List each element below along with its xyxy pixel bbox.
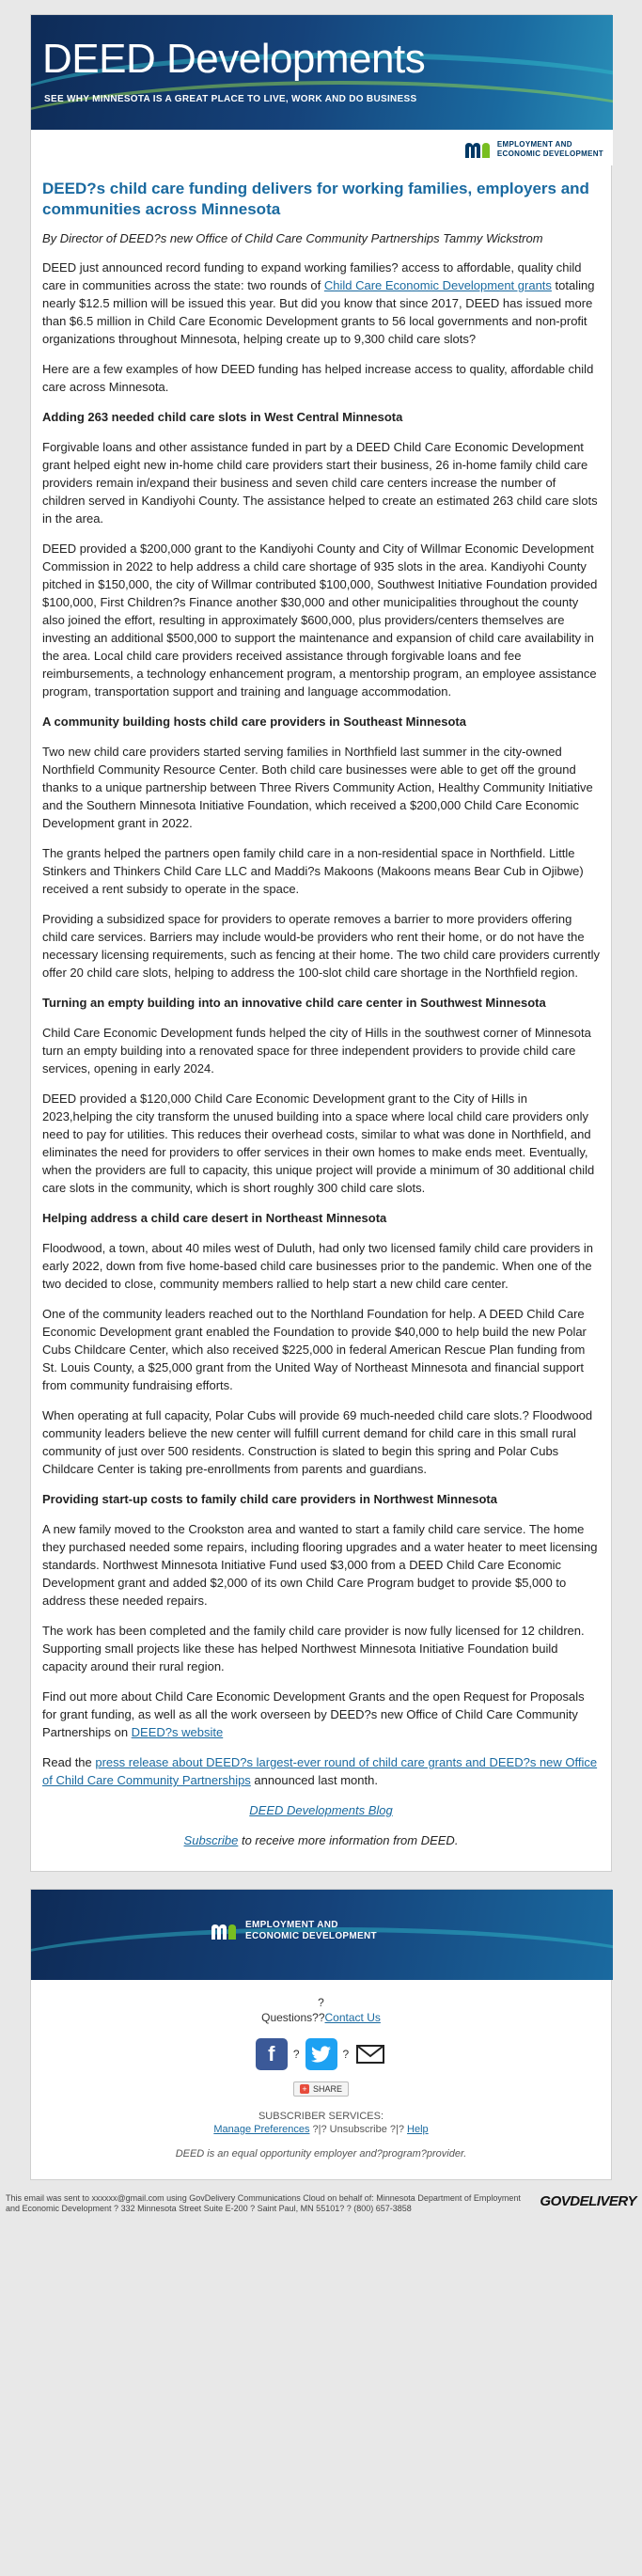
section-paragraph: DEED provided a $120,000 Child Care Economic Development grant to the City of Hills in 2023,helping the city transform the unused building into a space where local child care providers only need to pay for utilities. This reduces their overhead costs, similar to what was done in Northfield, and eliminates the need for providers to offer services in their own homes to make ends meet. Eventually, when the providers are full to capacity, this unique project will provide a minimum of 30 additional child care slots in the community, which is short roughly 300 child care slots. (42, 1092, 595, 1195)
facebook-icon[interactable]: f (256, 2038, 288, 2070)
newsletter-tagline: SEE WHY MINNESOTA IS A GREAT PLACE TO LIVE, WORK AND DO BUSINESS (44, 94, 417, 104)
blog-link-paragraph (42, 1801, 600, 1819)
logo-strip (31, 130, 613, 165)
press-release-paragraph (42, 1753, 600, 1789)
govdelivery-logo: GOVDELIVERY (540, 2193, 636, 2209)
equal-opportunity-statement: DEED is an equal opportunity employer and?program?provider. (175, 2148, 467, 2160)
questions-text: Questions?? (261, 2011, 325, 2024)
legal-bar (0, 2180, 642, 2220)
press-text: announced last month. (250, 1773, 378, 1787)
social-separator: ? (342, 2048, 350, 2061)
subscriber-links (31, 2123, 611, 2136)
logo-text-line: ECONOMIC DEVELOPMENT (245, 1931, 377, 1941)
press-release-link[interactable]: press release about DEED?s largest-ever round of child care grants and DEED?s new Office of Child Care Community Partnerships (42, 1755, 598, 1787)
help-link[interactable]: Help (407, 2124, 429, 2135)
subscribe-link[interactable]: Subscribe (183, 1833, 239, 1847)
section-paragraph: A new family moved to the Crookston area and wanted to start a family child care service. The home they purchased needed some repairs, including flooring upgrades and a water heater to meet licensing standards. Northwest Minnesota Initiative Fund used $3,000 from a DEED Child Care Economic Development grant and added $2,000 of its own Child Care Program budget to provide $5,000 to address these needed repairs. (42, 1522, 598, 1608)
logo-text-line: EMPLOYMENT AND (245, 1920, 338, 1930)
footer-question-mark: ? (318, 1996, 324, 2009)
share-row (31, 2080, 611, 2097)
press-text: Read the (42, 1755, 96, 1769)
contact-us-link[interactable]: Contact Us (324, 2011, 381, 2024)
section-paragraph: DEED provided a $200,000 grant to the Kandiyohi County and City of Willmar Economic Development Commission in 2022 to help address a child care shortage of 935 slots in the area. Kandiyohi County pitched in $150,000, the city of Willmar contributed $100,000, Southwest Initiative Foundation provided $100,000, First Children?s Finance another $30,000 and other municipalities throughout the county also joined the effort, resulting in approximately $600,000, plus providers/centers themselves are investing an additional $500,000 to support the maintenance and expansion of child care availability in the area. Local child care providers received assistance through forgivable loans and fee reimbursements, a technology enhancement program, a mentorship program, an employee assistance program, transportation support and training and language accommodation. (42, 542, 598, 699)
section-paragraph: Floodwood, a town, about 40 miles west of Duluth, had only two licensed family child care providers in early 2022, down from five home-based child care businesses prior to the pandemic. When one of the two decided to close, community members rallied to help start a new child care center. (42, 1241, 594, 1291)
questions-line (31, 2010, 611, 2025)
intro-paragraph (42, 259, 600, 348)
deed-website-link[interactable]: DEED?s website (131, 1725, 224, 1739)
share-label: SHARE (312, 2084, 342, 2094)
minnesota-logo-icon (210, 1921, 238, 1941)
subscribe-paragraph (42, 1831, 600, 1849)
article-byline: By Director of DEED?s new Office of Child Care Community Partnerships Tammy Wickstrom (42, 231, 543, 245)
section-paragraph: Providing a subsidized space for providers to operate removes a barrier to more providers offering child care services. Barriers may include would-be providers who rent their home, or do not have the necessary licensing requirements, such as fencing at their home. The two child care providers currently offer 20 child care slots, helping to address the 100-slot child care shortage in the Northfield region. (42, 912, 600, 980)
section-paragraph: Child Care Economic Development funds helped the city of Hills in the southwest corner of Minnesota turn an empty building into a renovated space for three independent providers to provide child care services, opening in early 2024. (42, 1026, 591, 1076)
social-links (31, 2038, 611, 2070)
twitter-icon[interactable] (305, 2038, 337, 2070)
find-out-paragraph (42, 1688, 600, 1741)
subscribe-text: to receive more information from DEED. (238, 1833, 459, 1847)
unsubscribe-text: ?|? Unsubscribe ?|? (309, 2124, 408, 2135)
logo-text-line: ECONOMIC DEVELOPMENT (496, 149, 603, 158)
social-separator: ? (292, 2048, 300, 2061)
examples-intro: Here are a few examples of how DEED funding has helped increase access to quality, affordable child care across Minnesota. (42, 362, 594, 394)
section-heading: Helping address a child care desert in Northeast Minnesota (42, 1211, 387, 1225)
logo-text (497, 140, 603, 159)
footer (30, 1889, 612, 2180)
section-heading: Adding 263 needed child care slots in West Central Minnesota (42, 410, 403, 424)
intro-text: totaling nearly $12.5 million will be issued this year. But did you know that since 2017, DEED has issued more than $6.5 million in Child Care Economic Development grants to 56 local governments and non-profit organizations throughout Minnesota, helping create up to 9,300 child care slots? (42, 278, 595, 346)
find-out-text: Find out more about Child Care Economic Development Grants and the open Request for Proposals for grant funding, as well as all the work overseen by DEED?s new Office of Child Care Community Partnerships on (42, 1689, 585, 1739)
section-paragraph: The work has been completed and the family child care provider is now fully licensed for 12 children. Supporting small projects like these has helped Northwest Minnesota Initiative Foundation build capacity around their rural region. (42, 1624, 585, 1673)
subscriber-services-label: SUBSCRIBER SERVICES: (258, 2111, 384, 2122)
section-paragraph: One of the community leaders reached out to the Northland Foundation for help. A DEED Child Care Economic Development grant enabled the Foundation to provide $40,000 to help build the new Polar Cubs Childcare Center, which also received $225,000 in federal American Rescue Plan funding from St. Louis County, a $25,000 grant from the United Way of Northeast Minnesota and financial support from community fundraising efforts. (42, 1307, 587, 1392)
article-body (31, 165, 611, 1871)
minnesota-logo-icon (463, 139, 492, 160)
legal-text: This email was sent to xxxxxx@gmail.com using GovDelivery Communications Cloud on behalf of: Minnesota Department of Employment and Economic Development ? 332 Minnesota Street Suite E-200 ? Saint Paul, MN 55101? ? (800) 657-3858 (6, 2193, 521, 2213)
section-paragraph: The grants helped the partners open family child care in a non-residential space in Northfield. Little Stinkers and Thinkers Child Care LLC and Maddi?s Makoons (Makoons means Bear Cub in Ojibwe) received a rent subsidy to operate in the space. (42, 846, 584, 896)
section-paragraph: When operating at full capacity, Polar Cubs will provide 69 much-needed child care slots.? Floodwood community leaders believe the new center will fulfill current demand for child care in this small rural community of just over 500 residents. Construction is slated to begin this spring and Polar Cubs Childcare Center is taking pre-enrollments from parents and guardians. (42, 1408, 593, 1476)
child-care-grants-link[interactable]: Child Care Economic Development grants (323, 278, 552, 292)
section-heading: A community building hosts child care providers in Southeast Minnesota (42, 715, 466, 729)
logo-text-line: EMPLOYMENT AND (496, 140, 572, 149)
intro-text: DEED just announced record funding to expand working families? access to affordable, quality child care in communities across the state: two rounds of (42, 260, 582, 292)
deed-logo (463, 139, 603, 160)
share-button[interactable] (293, 2081, 349, 2097)
header-banner (31, 15, 613, 165)
email-icon[interactable] (354, 2038, 386, 2070)
newsletter-card (30, 14, 612, 1872)
plus-icon: + (300, 2084, 309, 2094)
article-title: DEED?s child care funding delivers for working families, employers and communities across Minnesota (42, 180, 589, 218)
manage-preferences-link[interactable]: Manage Preferences (213, 2124, 310, 2135)
section-heading: Providing start-up costs to family child care providers in Northwest Minnesota (42, 1492, 497, 1506)
blog-link[interactable]: DEED Developments Blog (249, 1803, 393, 1817)
section-heading: Turning an empty building into an innovative child care center in Southwest Minnesota (42, 996, 546, 1010)
section-paragraph: Two new child care providers started serving families in Northfield last summer in the city-owned Northfield Community Resource Center. Both child care businesses were able to get off the ground thanks to a unique partnership between Three Rivers Community Action, Healthy Community Initiative and the Southern Minnesota Initiative Foundation, which received a $200,000 Child Care Economic Development grant in 2022. (42, 745, 593, 830)
section-paragraph: Forgivable loans and other assistance funded in part by a DEED Child Care Economic Development grant helped eight new in-home child care providers start their business, 26 in-home family child care providers remain in/expand their business and seven child care centers increase the number of children served in Kandiyohi County. The assistance helped to create an estimated 263 child care slots in the area. (42, 440, 598, 526)
newsletter-title: DEED Developments (42, 36, 426, 82)
footer-banner (31, 1890, 613, 1980)
logo-text (245, 1920, 377, 1942)
footer-deed-logo (210, 1920, 377, 1942)
